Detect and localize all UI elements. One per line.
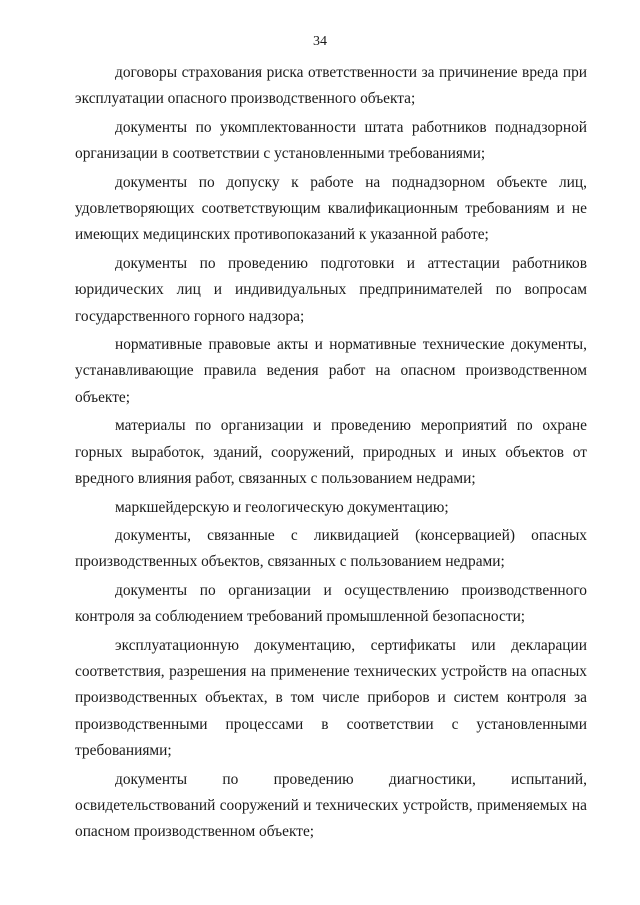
paragraph-normative-acts: нормативные правовые акты и нормативные технические документы, устанавливающие правила ведения работ на опасном производственном объекте; bbox=[75, 336, 587, 406]
paragraph-staffing-documents: документы по укомплектованности штата работников поднадзорной организации в соответствии с установленными требованиями; bbox=[75, 118, 587, 163]
paragraph-insurance-contracts: договоры страхования риска ответственности за причинение вреда при эксплуатации опасного производственного объекта; bbox=[75, 64, 587, 108]
paragraph-survey-documentation: маркшейдерскую и геологическую документацию; bbox=[115, 498, 449, 516]
paragraph-protection-materials: материалы по организации и проведению мероприятий по охране горных выработок, зданий, сооружений, природных и иных объектов от вредного влияния работ, связанных с пользованием недрами; bbox=[75, 417, 587, 488]
document-body bbox=[75, 60, 587, 848]
page-number: 34 bbox=[313, 34, 327, 49]
paragraph-diagnostics-documents: документы по проведению диагностики, испытаний, освидетельствований сооружений и технических устройств, применяемых на опасном производственном объекте; bbox=[75, 770, 587, 841]
paragraph-operational-documentation: эксплуатационную документацию, сертификаты или декларации соответствия, разрешения на применение технических устройств на опасных производственных объектах, в том числе приборов и систем контроля за производственными процессами в соответствии с установленными требованиями; bbox=[75, 636, 587, 760]
paragraph-training-attestation: документы по проведению подготовки и аттестации работников юридических лиц и индивидуальных предпринимателей по вопросам государственного горного надзора; bbox=[75, 254, 587, 325]
paragraph-liquidation-documents: документы, связанные с ликвидацией (консервацией) опасных производственных объектов, связанных с пользованием недрами; bbox=[75, 526, 587, 571]
paragraph-admission-documents: документы по допуску к работе на поднадзорном объекте лиц, удовлетворяющих соответствующим квалификационным требованиям и не имеющих медицинских противопоказаний к указанной работе; bbox=[75, 173, 587, 244]
paragraph-production-control: документы по организации и осуществлению производственного контроля за соблюдением требований промышленной безопасности; bbox=[75, 581, 587, 626]
